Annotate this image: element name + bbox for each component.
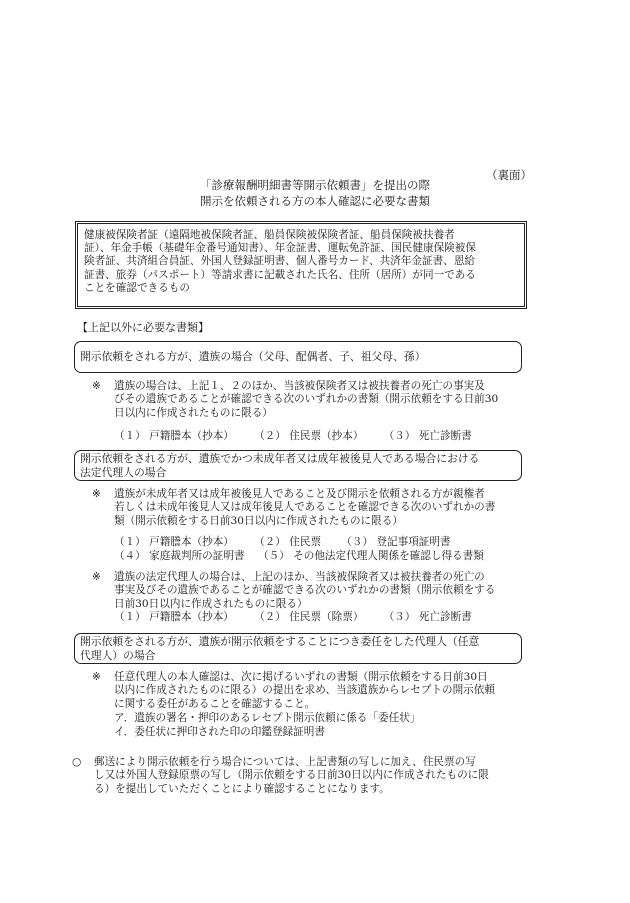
note-line: 郵送により開示依頼を行う場合については、上記書類の写しに加え、住民票の写	[94, 756, 476, 768]
list-item: （１） 戸籍謄本（抄本）	[114, 536, 234, 548]
list-item: （２） 住民票（抄本）	[254, 430, 364, 442]
case3-item-power-of-attorney: ア．遺族の署名・押印のあるレセプト開示依頼に係る「委任状」	[114, 712, 421, 724]
note-line: びその遺族であることが確認できる次のいずれかの書類（開示依頼をする日前30	[114, 393, 499, 406]
note-line: 若しくは未成年後見人又は成年後見人であることを確認できる次のいずれかの書	[114, 501, 496, 514]
list-item: （２） 住民票（除票）	[254, 611, 364, 623]
list-item: （５） その他法定代理人関係を確認し得る書類	[257, 550, 484, 562]
case-legal-representative-box	[74, 450, 522, 481]
note-line: し又は外国人登録原票の写し（開示依頼をする日前30日以内に作成されたものに限	[94, 769, 489, 782]
note-line: 任意代理人の本人確認は、次に掲げるいずれの書類（開示依頼をする日前30日	[114, 671, 488, 683]
case2-note	[92, 488, 517, 528]
case2-doc-list-b	[114, 550, 484, 563]
case2-doc-list-a	[114, 536, 451, 549]
note-mark: ※	[92, 571, 101, 583]
box-text-line: 険者証、共済組合員証、外国人登録証明書、個人番号カード、共済年金証書、恩給	[84, 255, 476, 268]
note-line: 事実及びその遺族であることが確認できる次のいずれかの書類（開示依頼をする	[114, 584, 496, 597]
note-line: る）を提出していただくことにより確認することになります。	[94, 782, 390, 795]
case-bereaved-family-box	[74, 341, 522, 373]
case1-doc-list	[114, 430, 472, 443]
note-line: 遺族の場合は、上記１、２のほか、当該被保険者又は被扶養者の死亡の事実及	[114, 380, 485, 392]
document-title-line-2: 開示を依頼される方の本人確認に必要な書類	[200, 194, 430, 208]
note-mark: ○	[72, 756, 82, 768]
list-item: （１） 戸籍謄本（抄本）	[114, 611, 234, 623]
identity-documents-box	[75, 221, 527, 309]
case2-note-2	[92, 571, 517, 611]
box-text-line: 証）、年金手帳（基礎年金番号通知書）、年金証書、運転免許証、国民健康保険被保	[84, 242, 476, 255]
note-line: 日前30日以内に作成されたものに限る）	[114, 597, 308, 610]
list-item: （１） 戸籍謄本（抄本）	[114, 430, 234, 442]
list-item: （２） 住民票	[254, 536, 322, 548]
case-voluntary-agent-box	[74, 633, 522, 664]
list-item: （４） 家庭裁判所の証明書	[114, 550, 245, 562]
note-line: 類（開示依頼をする日前30日以内に作成されたものに限る）	[114, 514, 403, 527]
case3-item-seal-certificate: イ．委任状に押印された印の印鑑登録証明書	[114, 726, 325, 738]
list-item: （３） 死亡診断書	[383, 430, 472, 442]
box-text-line: ことを確認できるもの	[84, 281, 190, 294]
note-line: 遺族が未成年者又は成年被後見人であること及び開示を依頼される方が親権者	[114, 488, 485, 500]
box-text-line: 健康被保険者証（遠隔地被保険者証、船員保険被保険者証、船員保険被扶養者	[84, 229, 455, 241]
note-line: 日以内に作成されたものに限る）	[114, 406, 273, 419]
case-label: 開示依頼をされる方が、遺族が開示依頼をすることにつき委任をした代理人（任意	[80, 635, 480, 648]
note-mark: ※	[92, 671, 101, 683]
document-title-line-1: 「診療報酬明細書等開示依頼書」を提出の際	[200, 178, 430, 192]
note-line: 以内に作成されたものに限る）の提出を求め、当該遺族からレセプトの開示依頼	[114, 684, 495, 697]
case-label: 代理人）の場合	[80, 649, 156, 662]
mail-request-note	[72, 756, 532, 796]
note-mark: ※	[92, 380, 101, 392]
case-label: 開示依頼をされる方が、遺族の場合（父母、配偶者、子、祖父母、孫）	[80, 350, 426, 363]
case2-doc-list-c	[114, 611, 472, 624]
list-item: （３） 登記事項証明書	[341, 536, 451, 548]
page-side-label: （裏面）	[486, 168, 532, 182]
box-text-line: 証書、旅券（パスポート）等請求書に記載された氏名、住所（居所）が同一である	[84, 268, 476, 281]
note-line: に関する委任があることを確認すること。	[114, 697, 316, 710]
note-mark: ※	[92, 488, 101, 500]
list-item: （３） 死亡診断書	[383, 611, 472, 623]
case-label: 開示依頼をされる方が、遺族でかつ未成年者又は成年被後見人である場合における	[80, 452, 480, 465]
case-label: 法定代理人の場合	[80, 466, 167, 479]
case3-note	[92, 671, 517, 711]
case1-note	[92, 380, 517, 420]
section-heading: 【上記以外に必要な書類】	[77, 321, 209, 334]
note-line: 遺族の法定代理人の場合は、上記のほか、当該被保険者又は被扶養者の死亡の	[114, 571, 485, 583]
